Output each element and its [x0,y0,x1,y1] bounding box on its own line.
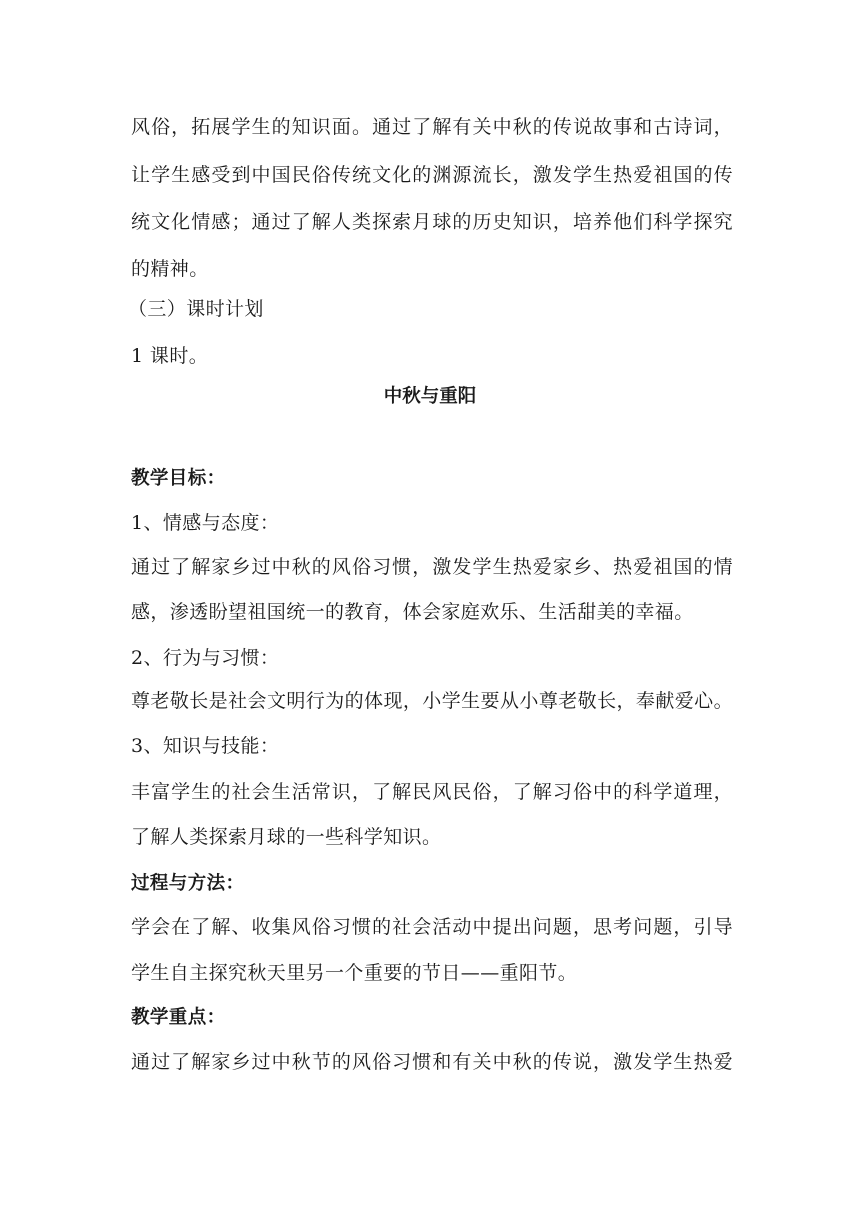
process-heading: 过程与方法： [131,873,245,894]
emotion-text-line-2: 感，渗透盼望祖国统一的教育，体会家庭欢乐、生活甜美的幸福。 [131,601,694,623]
intro-paragraph-line-3: 统文化情感；通过了解人类探索月球的历史知识，培养他们科学探究 [131,211,733,233]
lesson-title: 中秋与重阳 [383,386,477,407]
knowledge-text-line-2: 了解人类探索月球的一些科学知识。 [131,826,442,848]
process-text-line-1: 学会在了解、收集风俗习惯的社会活动中提出问题，思考问题，引导 [131,916,733,938]
objectives-heading: 教学目标： [131,468,226,489]
process-text-line-2: 学生自主探究秋天里另一个重要的节日——重阳节。 [131,962,578,984]
knowledge-heading: 3、知识与技能： [131,735,280,757]
behavior-text: 尊老敬长是社会文明行为的体现，小学生要从小尊老敬长，奉献爱心。 [131,690,733,712]
emotion-heading: 1、情感与态度： [131,512,280,534]
behavior-heading: 2、行为与习惯： [131,647,280,669]
key-points-text-line-1: 通过了解家乡过中秋节的风俗习惯和有关中秋的传说，激发学生热爱 [131,1051,733,1073]
intro-paragraph-line-2: 让学生感受到中国民俗传统文化的渊源流长，激发学生热爱祖国的传 [131,164,733,186]
lesson-plan-value: 1 课时。 [131,345,209,367]
intro-paragraph-line-4: 的精神。 [131,258,209,280]
lesson-plan-heading: （三）课时计划 [128,298,264,320]
emotion-text-line-1: 通过了解家乡过中秋的风俗习惯，激发学生热爱家乡、热爱祖国的情 [131,556,733,578]
key-points-heading: 教学重点： [131,1007,226,1028]
knowledge-text-line-1: 丰富学生的社会生活常识，了解民风民俗，了解习俗中的科学道理， [131,781,733,803]
intro-paragraph-line-1: 风俗，拓展学生的知识面。通过了解有关中秋的传说故事和古诗词， [131,116,733,138]
